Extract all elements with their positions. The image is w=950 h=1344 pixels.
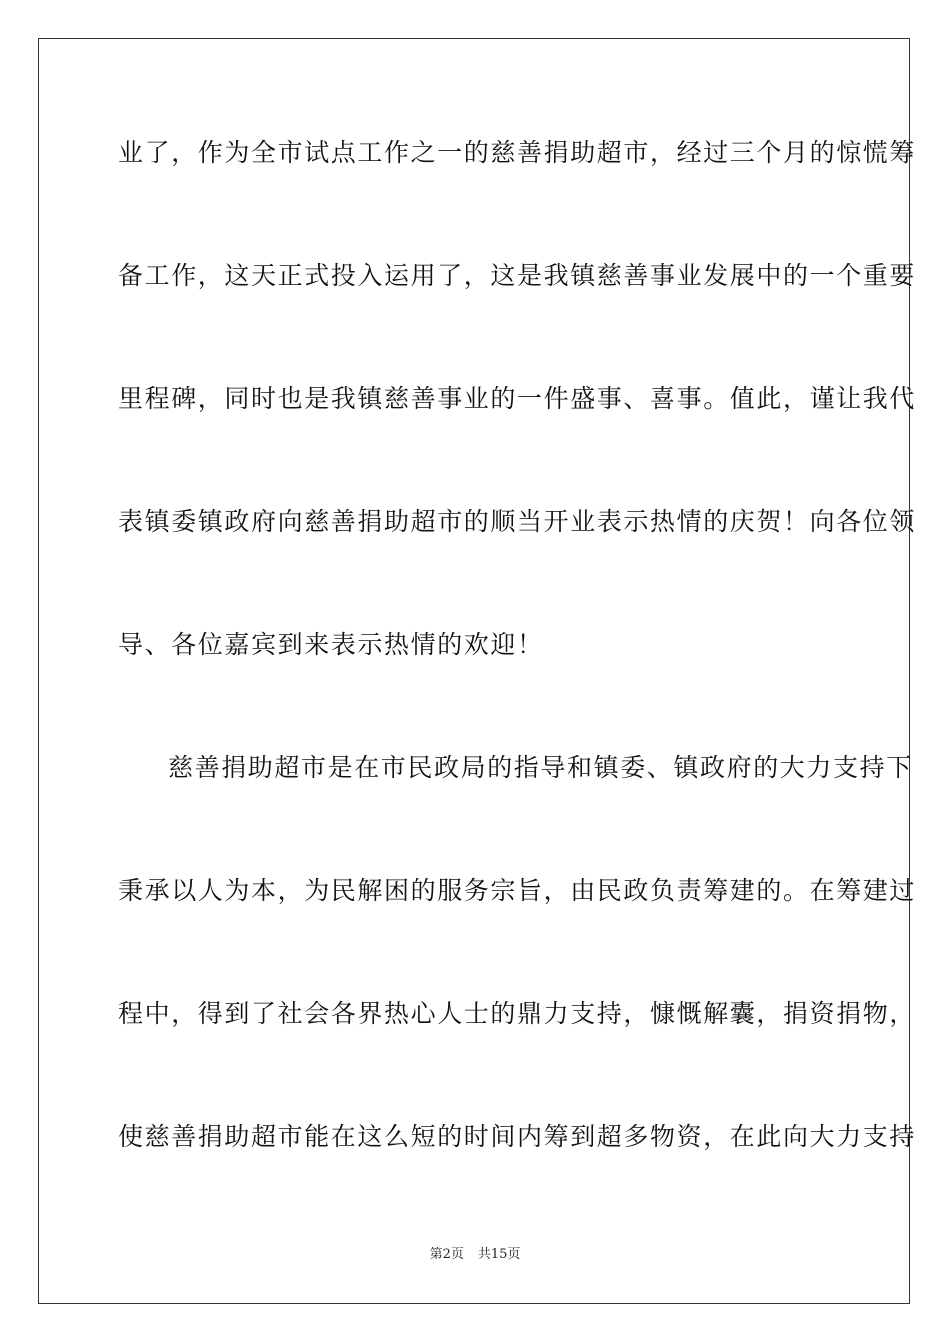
page-footer: [0, 1246, 950, 1264]
paragraph-line: 业了，作为全市试点工作之一的慈善捐助超市，经过三个月的惊慌筹: [118, 138, 917, 167]
paragraph-line: 程中，得到了社会各界热心人士的鼎力支持，慷慨解囊，捐资捐物，: [118, 999, 917, 1028]
page-total: 共15页: [477, 1247, 521, 1262]
paragraph-line: 使慈善捐助超市能在这么短的时间内筹到超多物资，在此向大力支持: [118, 1122, 917, 1151]
page-border: [38, 38, 917, 1304]
paragraph-line: 慈善捐助超市是在市民政局的指导和镇委、镇政府的大力支持下: [168, 753, 913, 782]
paragraph-line: 里程碑，同时也是我镇慈善事业的一件盛事、喜事。值此，谨让我代: [118, 384, 917, 413]
paragraph-line: 表镇委镇政府向慈善捐助超市的顺当开业表示热情的庆贺！向各位领: [118, 507, 917, 536]
page-number: 第2页: [429, 1247, 464, 1262]
paragraph-line: 备工作，这天正式投入运用了，这是我镇慈善事业发展中的一个重要: [118, 261, 917, 290]
paragraph-line: 秉承以人为本，为民解困的服务宗旨，由民政负责筹建的。在筹建过: [118, 876, 917, 905]
paragraph-line: 导、各位嘉宾到来表示热情的欢迎！: [118, 630, 544, 659]
